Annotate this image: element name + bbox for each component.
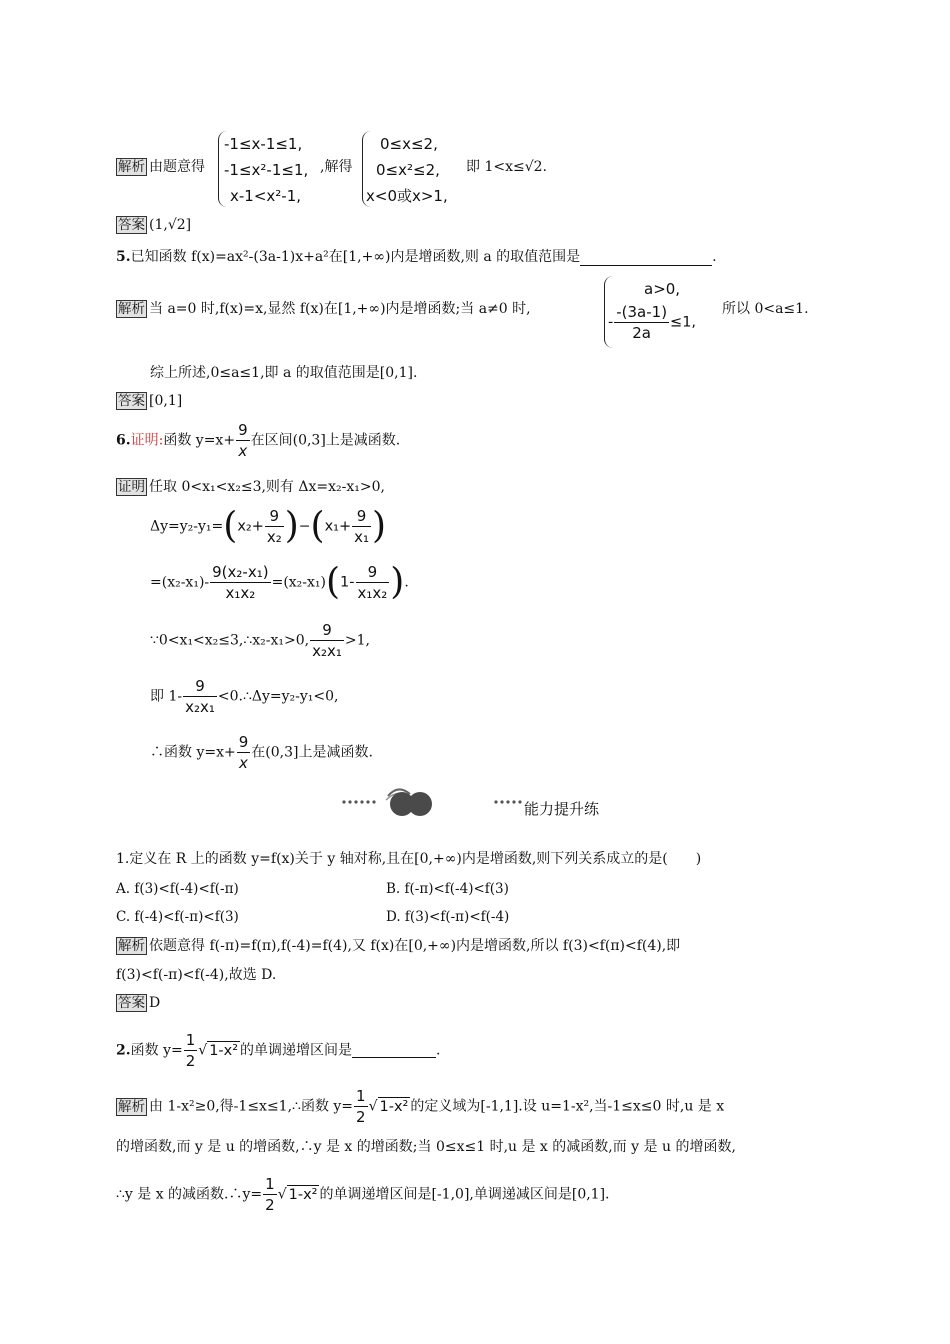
- p1-analysis: [116, 937, 680, 955]
- text: 的定义域为[-1,1].设 u=1-x²,当-1≤x≤0 时,u 是 x: [410, 1098, 725, 1115]
- system-row: -1≤x²-1≤1,: [224, 161, 309, 179]
- q5-stem: [116, 248, 717, 266]
- answer-blank: [580, 251, 712, 266]
- text: <0.∴Δy=y₂-y₁<0,: [217, 688, 339, 705]
- text: 的单调递增区间是[-1,0],单调递减区间是[0,1].: [319, 1186, 610, 1203]
- fraction: [310, 620, 344, 661]
- option-d: D. f(3)<f(-π)<f(-4): [386, 909, 510, 925]
- analysis-text: 当 a=0 时,f(x)=x,显然 f(x)在[1,+∞)内是增函数;当 a≠0 时,: [149, 301, 531, 317]
- analysis-label: 解析: [118, 301, 145, 317]
- text: 1-: [340, 574, 355, 591]
- text: =(x₂-x₁): [271, 574, 326, 591]
- proof-tag: 证明: [118, 479, 145, 495]
- numerator: 1: [356, 1087, 366, 1105]
- sqrt-content: 1-x²: [379, 1099, 409, 1115]
- text: 即 1-: [150, 688, 183, 705]
- denominator: x₂x₁: [185, 698, 215, 716]
- sqrt-content: 1-x²: [288, 1187, 318, 1203]
- fraction: [263, 1174, 277, 1215]
- fraction: [184, 1030, 198, 1071]
- text: ∵0<x₁<x₂≤3,∴x₂-x₁>0,: [150, 632, 310, 649]
- q6-proof-line1: [116, 478, 385, 496]
- analysis-text: 依题意得 f(-π)=f(π),f(-4)=f(4),又 f(x)在[0,+∞)内是增函数,所以 f(3)<f(π)<f(4),即: [149, 938, 681, 954]
- denominator: x₁: [354, 528, 370, 546]
- text: Δy=y₂-y₁=: [150, 518, 224, 535]
- numerator: 9: [183, 676, 217, 697]
- fraction: [265, 506, 284, 547]
- denominator: x₂x₁: [312, 642, 342, 660]
- q6-proof-line2: [150, 506, 386, 547]
- q6-proof-line5: [150, 676, 338, 717]
- system-row: a>0,: [644, 280, 681, 298]
- option-a: A. f(3)<f(-4)<f(-π): [116, 881, 239, 897]
- text: .: [436, 1042, 441, 1059]
- question-number: 6.: [116, 432, 131, 449]
- denominator: x₁x₂: [357, 584, 388, 602]
- system-row: x-1<x²-1,: [230, 187, 302, 205]
- fraction: [354, 1086, 368, 1127]
- text: x₂+: [237, 518, 264, 535]
- fraction: [210, 562, 270, 603]
- text: 即 1<x≤√2.: [466, 159, 547, 175]
- denominator: x: [239, 754, 248, 772]
- text: ≤1,: [670, 314, 697, 331]
- denominator: x: [238, 442, 248, 460]
- sqrt-sign: √: [198, 1042, 208, 1059]
- analysis-text: f(3)<f(-π)<f(-4),故选 D.: [116, 967, 277, 983]
- fraction: [614, 302, 669, 343]
- paren: ): [284, 505, 299, 547]
- block1-answer: [116, 216, 191, 234]
- text: 在(0,3]上是减函数.: [251, 744, 373, 761]
- section-title: 能力提升练: [524, 800, 600, 818]
- text: .: [712, 249, 717, 265]
- text: ∴函数 y=x+: [150, 744, 236, 761]
- p1-answer: [116, 994, 160, 1012]
- paren: (: [223, 505, 238, 547]
- option-b: B. f(-π)<f(-4)<f(3): [386, 881, 509, 897]
- q6-proof-line3: [150, 562, 409, 603]
- answer-blank: [352, 1043, 436, 1058]
- denominator: 2: [356, 1108, 366, 1126]
- numerator: 1: [185, 1031, 196, 1049]
- numerator: 9: [352, 506, 371, 527]
- numerator: 9(x₂-x₁): [212, 563, 269, 581]
- denominator: x₂: [266, 528, 282, 546]
- denominator: 2a: [632, 324, 652, 342]
- system-row: -1≤x-1≤1,: [224, 135, 303, 153]
- fraction: [236, 420, 250, 461]
- option-c: C. f(-4)<f(-π)<f(3): [116, 909, 239, 925]
- question-number: 2.: [116, 1042, 131, 1059]
- question-number: 5.: [116, 249, 131, 265]
- text: .: [404, 574, 409, 591]
- p2-analysis-3: [116, 1174, 610, 1215]
- denominator: 2: [185, 1052, 196, 1070]
- analysis-label: 解析: [118, 938, 145, 954]
- text: ,解得: [320, 159, 353, 175]
- denominator: 2: [265, 1196, 275, 1214]
- denominator: x₁x₂: [225, 584, 256, 602]
- sqrt-sign: √: [368, 1098, 378, 1115]
- q5-analysis: [116, 300, 531, 318]
- text: >1,: [344, 632, 370, 649]
- analysis-label: 解析: [118, 1098, 145, 1115]
- answer-text: D: [149, 995, 161, 1011]
- summary-text: 综上所述,0≤a≤1,即 a 的取值范围是[0,1].: [150, 365, 418, 381]
- q6-proof-line6: [150, 732, 373, 773]
- question-text: 已知函数 f(x)=ax²-(3a-1)x+a²在[1,+∞)内是增函数,则 a 的取值范围是: [130, 249, 581, 265]
- paren: ): [372, 505, 387, 547]
- text: 所以 0<a≤1.: [722, 301, 809, 317]
- system-row: 0≤x≤2,: [380, 135, 438, 153]
- p2-stem: [116, 1030, 441, 1071]
- fraction: [356, 562, 390, 603]
- analysis-text: 的增函数,而 y 是 u 的增函数,∴y 是 x 的增函数;当 0≤x≤1 时,u 是 x 的减函数,而 y 是 u 的增函数,: [116, 1139, 736, 1155]
- proof-label: 证明:: [130, 432, 164, 449]
- fraction: [237, 732, 251, 773]
- answer-text: [0,1]: [149, 393, 183, 409]
- numerator: 9: [238, 733, 249, 751]
- q5-system: [608, 278, 680, 300]
- text: ∴y 是 x 的减函数.∴y=: [116, 1186, 263, 1203]
- numerator: -(3a-1): [616, 303, 668, 321]
- numerator: 9: [238, 421, 248, 439]
- q5-answer: [116, 392, 182, 410]
- block1-analysis: [116, 158, 205, 176]
- answer-text: (1,√2]: [149, 217, 192, 233]
- paren: (: [326, 561, 341, 603]
- text: −: [298, 518, 311, 535]
- system-2: [366, 131, 448, 209]
- system-row: x<0或x>1,: [366, 187, 448, 205]
- text: 函数 y=: [130, 1042, 183, 1059]
- fraction: [352, 506, 371, 547]
- sqrt-sign: √: [277, 1186, 287, 1203]
- analysis-text: 由题意得: [149, 159, 205, 175]
- text: =(x₂-x₁)-: [150, 574, 210, 591]
- sqrt-content: 1-x²: [209, 1043, 239, 1059]
- numerator: 9: [356, 562, 390, 583]
- numerator: 9: [310, 620, 344, 641]
- text: 任取 0<x₁<x₂≤3,则有 Δx=x₂-x₁>0,: [149, 479, 385, 495]
- text: x₁+: [324, 518, 352, 535]
- text: 在区间(0,3]上是减函数.: [250, 432, 401, 449]
- text: 函数 y=x+: [163, 432, 236, 449]
- numerator: 9: [265, 506, 284, 527]
- answer-label: 答案: [118, 995, 145, 1011]
- q6-stem: [116, 420, 400, 461]
- numerator: 1: [265, 1175, 275, 1193]
- q5-fraction-row: - $\frac{-(3a-1)}{2a}$ ≤1,: [608, 303, 697, 342]
- p2-analysis: [116, 1086, 724, 1127]
- system-1: [224, 131, 308, 209]
- q6-proof-line4: [150, 620, 370, 661]
- text: 由 1-x²≥0,得-1≤x≤1,∴函数 y=: [149, 1098, 354, 1115]
- paren: ): [390, 561, 405, 603]
- paren: (: [310, 505, 325, 547]
- answer-label: 答案: [118, 217, 145, 233]
- fraction: [183, 676, 217, 717]
- text: 的单调递增区间是: [240, 1042, 353, 1059]
- p1-stem: 1.定义在 R 上的函数 y=f(x)关于 y 轴对称,且在[0,+∞)内是增函数,则下列关系成立的是( ): [116, 851, 702, 867]
- analysis-label: 解析: [118, 159, 145, 175]
- system-row: 0≤x²≤2,: [376, 161, 440, 179]
- answer-label: 答案: [118, 393, 145, 409]
